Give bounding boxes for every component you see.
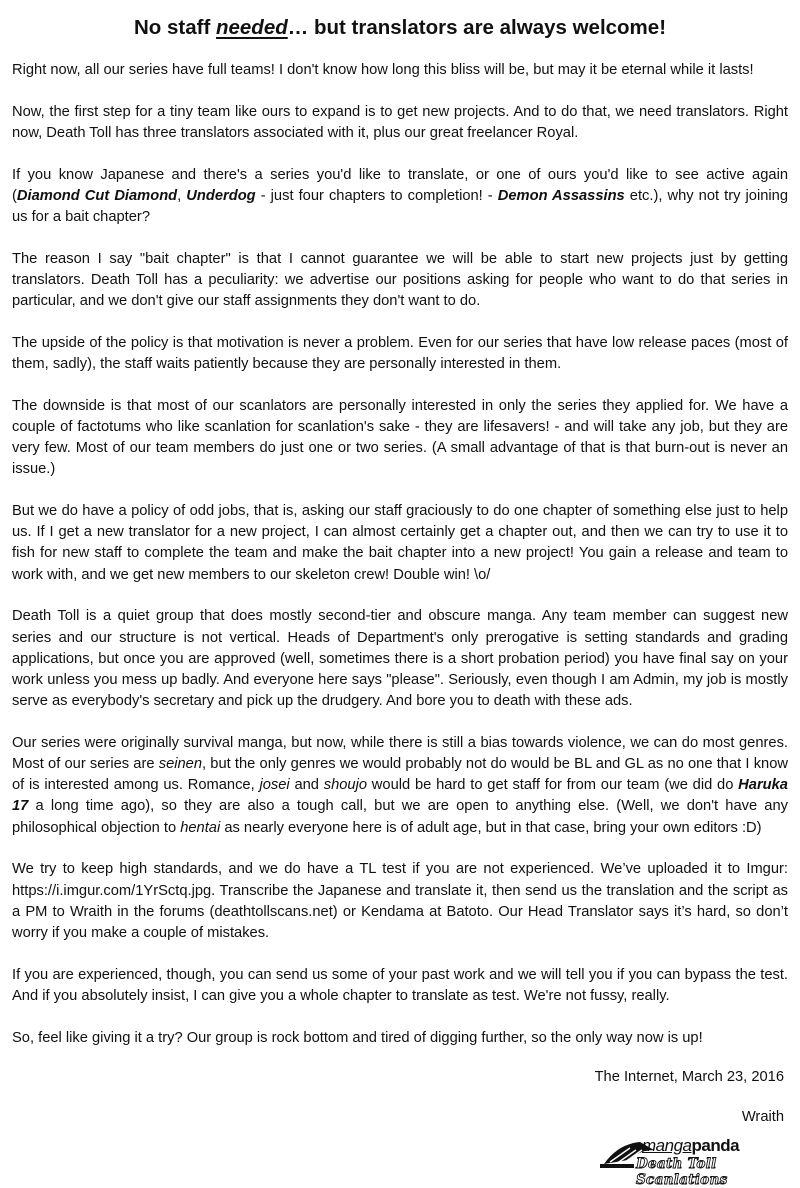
watermark-site-thin: manga	[642, 1136, 692, 1155]
paragraph-genres	[12, 733, 788, 839]
title-emphasis: needed	[215, 16, 288, 39]
watermark-site	[642, 1136, 739, 1156]
series-title: Underdog	[186, 187, 256, 204]
text-span: would be hard to get staff for from our team (we did do	[367, 777, 739, 794]
genre-term: hentai	[180, 819, 221, 836]
series-title: Haruka 17	[12, 777, 788, 815]
genre-term: shoujo	[323, 777, 368, 794]
text-span: If you know Japanese and there's a series you'd like to translate, or one of ours you'd like to see active again (	[12, 166, 788, 204]
watermark-group: Death Toll Scanlations	[636, 1156, 728, 1188]
text-span: Our series were originally survival manga, but now, while there is still a bias towards violence, we can do most genres. Most of our series are	[12, 734, 788, 773]
text-span: , but the only genres we would probably not do would be BL and GL as no one that I know of is interested among us. Romance,	[12, 756, 788, 794]
paragraph-experienced: If you are experienced, though, you can send us some of your past work and we will tell you if you can bypass the test. And if you absolutely insist, I can give you a whole chapter to translate as test. We're not fussy, really.	[12, 966, 788, 1004]
watermark-logo	[600, 1136, 792, 1188]
paragraph-intro: Right now, all our series have full teams! I don't know how long this bliss will be, but may it be eternal while it lasts!	[12, 62, 754, 78]
page-title	[0, 16, 800, 40]
text-span: etc.), why not try joining us for a bait chapter?	[12, 187, 788, 226]
title-part-2: … but translators are always welcome!	[287, 16, 667, 39]
signoff-date: The Internet, March 23, 2016	[594, 1069, 784, 1085]
paragraph-join-invite	[12, 165, 788, 229]
watermark-site-bold: panda	[691, 1136, 740, 1155]
text-span: and	[289, 777, 324, 794]
paragraph-downside: The downside is that most of our scanlators are personally interested in only the series they applied for. We have a couple of factotums who like scanlation for scanlation's sake - they are lifesavers! - and will take any job, but they are very few. Most of our team members do just one or two series. (A small advantage of that is that burn-out is never an issue.)	[12, 397, 788, 478]
text-span: - just four chapters to completion! -	[255, 187, 498, 204]
paragraph-about-group: Death Toll is a quiet group that does mostly second-tier and obscure manga. Any team member can suggest new series and our structure is not vertical. Heads of Department's only prerogative is setting standards and grading applications, but once you are approved (well, sometimes there is a short probation period) you have final say on your work unless you mess up badly. And everyone here says "please". Seriously, even though I am Admin, my job is mostly serve as everybody's secretary and pick up the drudgery. And bore you to death with these ads.	[12, 608, 788, 710]
text-span: a long time ago), so they are also a tough call, but we are open to anything else. (Well, we don't have any philosophical objection to	[12, 798, 788, 836]
genre-term: josei	[259, 777, 290, 794]
article-body	[12, 60, 788, 1069]
signoff-signature: Wraith	[741, 1109, 784, 1125]
paragraph-tl-test: We try to keep high standards, and we do have a TL test if you are not experienced. We’ve uploaded it to Imgur: https://i.imgur.com/1YrSctq.jpg. Transcribe the Japanese and translate it, then send us the translation and the script as a PM to Wraith in the forums (deathtollscans.net) or Kendama at Batoto. Our Head Translator says it’s hard, so don’t worry if you make a couple of mistakes.	[12, 861, 788, 941]
series-title: Demon Assassins	[497, 187, 625, 204]
title-part-1: No staff	[133, 16, 216, 39]
paragraph-first-step: Now, the first step for a tiny team like ours to expand is to get new projects. And to do that, we need translators. Right now, Death Toll has three translators associated with it, plus our great freelancer Royal.	[12, 103, 788, 141]
paragraph-upside: The upside of the policy is that motivation is never a problem. Even for our series that have low release paces (most of them, sadly), the staff waits patiently because they are personally interested in them.	[12, 334, 788, 373]
text-span: as nearly everyone here is of adult age, but in that case, bring your own editors :D)	[220, 819, 762, 836]
paragraph-bait-chapter: The reason I say "bait chapter" is that I cannot guarantee we will be able to start new projects just by getting translators. Death Toll has a peculiarity: we advertise our positions asking for people who want to do that series in particular, and we don't give our staff assignments they don't want to do.	[12, 250, 788, 310]
series-title: Diamond Cut Diamond	[16, 187, 178, 204]
text-span: ,	[177, 187, 187, 204]
paragraph-odd-jobs: But we do have a policy of odd jobs, that is, asking our staff graciously to do one chapter of something else just to help us. If I get a new translator for a new project, I can almost certainly get a chapter out, and then we can try to use it to fish for new staff to complete the team and make the bait chapter into a new project! You gain a release and team to work with, and we get new members to our skeleton crew! Double win! \o/	[12, 503, 788, 583]
genre-term: seinen	[158, 756, 203, 773]
paragraph-closing: So, feel like giving it a try? Our group is rock bottom and tired of digging further, so the only way now is up!	[12, 1029, 703, 1046]
